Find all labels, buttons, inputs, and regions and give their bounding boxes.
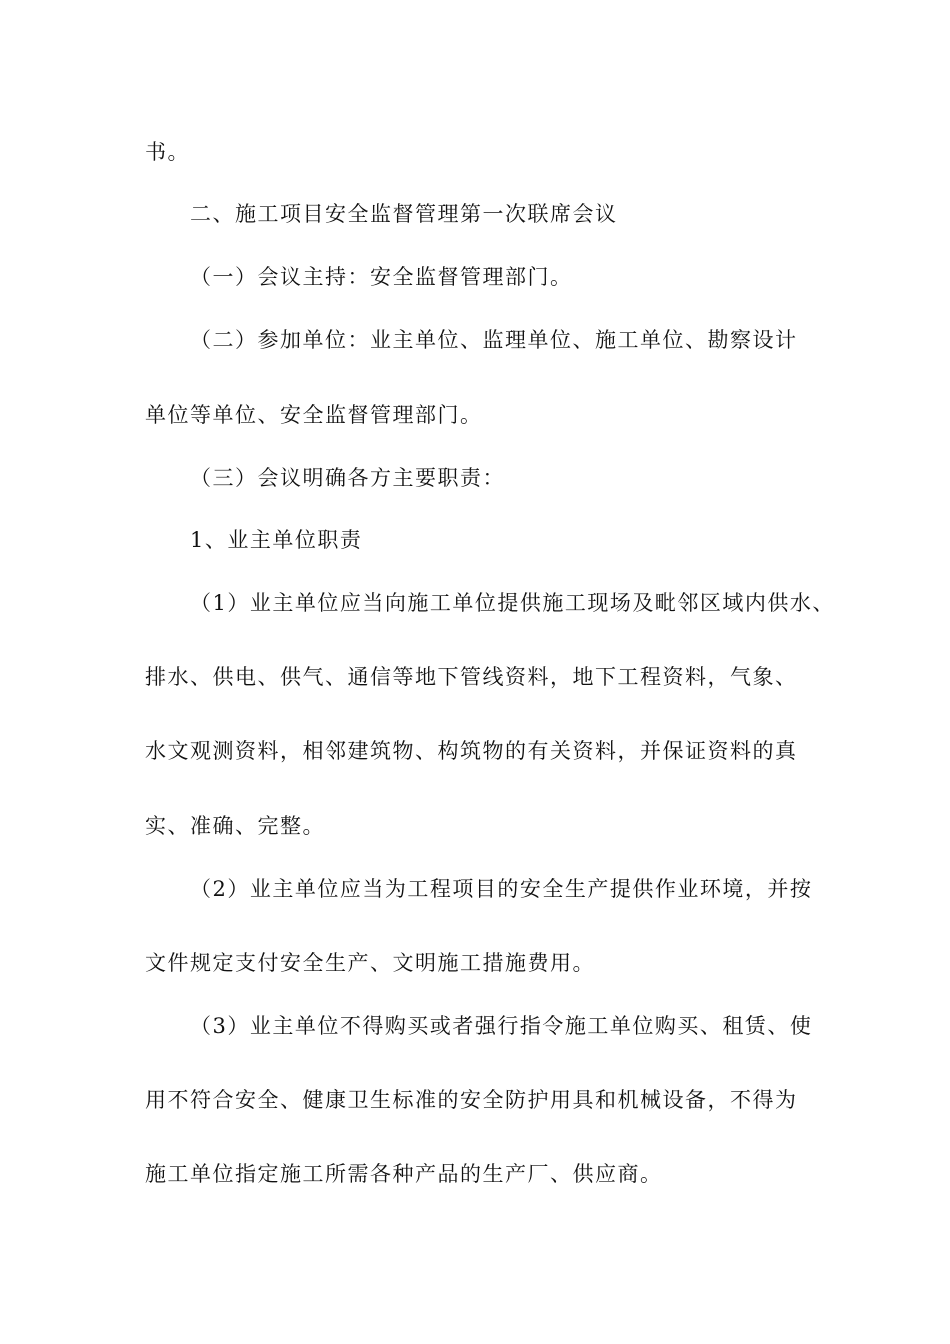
text-line: （3）业主单位不得购买或者强行指令施工单位购买、租赁、使: [190, 1014, 813, 1038]
text-line: 单位等单位、安全监督管理部门。: [145, 403, 483, 427]
text-line: 文件规定支付安全生产、文明施工措施费用。: [145, 951, 595, 975]
text-line: 实、准确、完整。: [145, 814, 325, 838]
text-line: （三）会议明确各方主要职责：: [190, 466, 505, 490]
text-line: 书。: [145, 140, 190, 164]
text-line: （2）业主单位应当为工程项目的安全生产提供作业环境，并按: [190, 877, 813, 901]
text-line: 排水、供电、供气、通信等地下管线资料，地下工程资料，气象、: [145, 665, 798, 689]
text-line: （一）会议主持：安全监督管理部门。: [190, 265, 573, 289]
text-line: （1）业主单位应当向施工单位提供施工现场及毗邻区域内供水、: [190, 591, 835, 615]
text-line: 施工单位指定施工所需各种产品的生产厂、供应商。: [145, 1162, 663, 1186]
text-line: 用不符合安全、健康卫生标准的安全防护用具和机械设备，不得为: [145, 1088, 798, 1112]
subsection-heading: 1、业主单位职责: [190, 528, 363, 552]
text-line: （二）参加单位：业主单位、监理单位、施工单位、勘察设计: [190, 328, 798, 352]
text-line: 水文观测资料，相邻建筑物、构筑物的有关资料，并保证资料的真: [145, 739, 798, 763]
section-heading: 二、施工项目安全监督管理第一次联席会议: [190, 202, 618, 226]
